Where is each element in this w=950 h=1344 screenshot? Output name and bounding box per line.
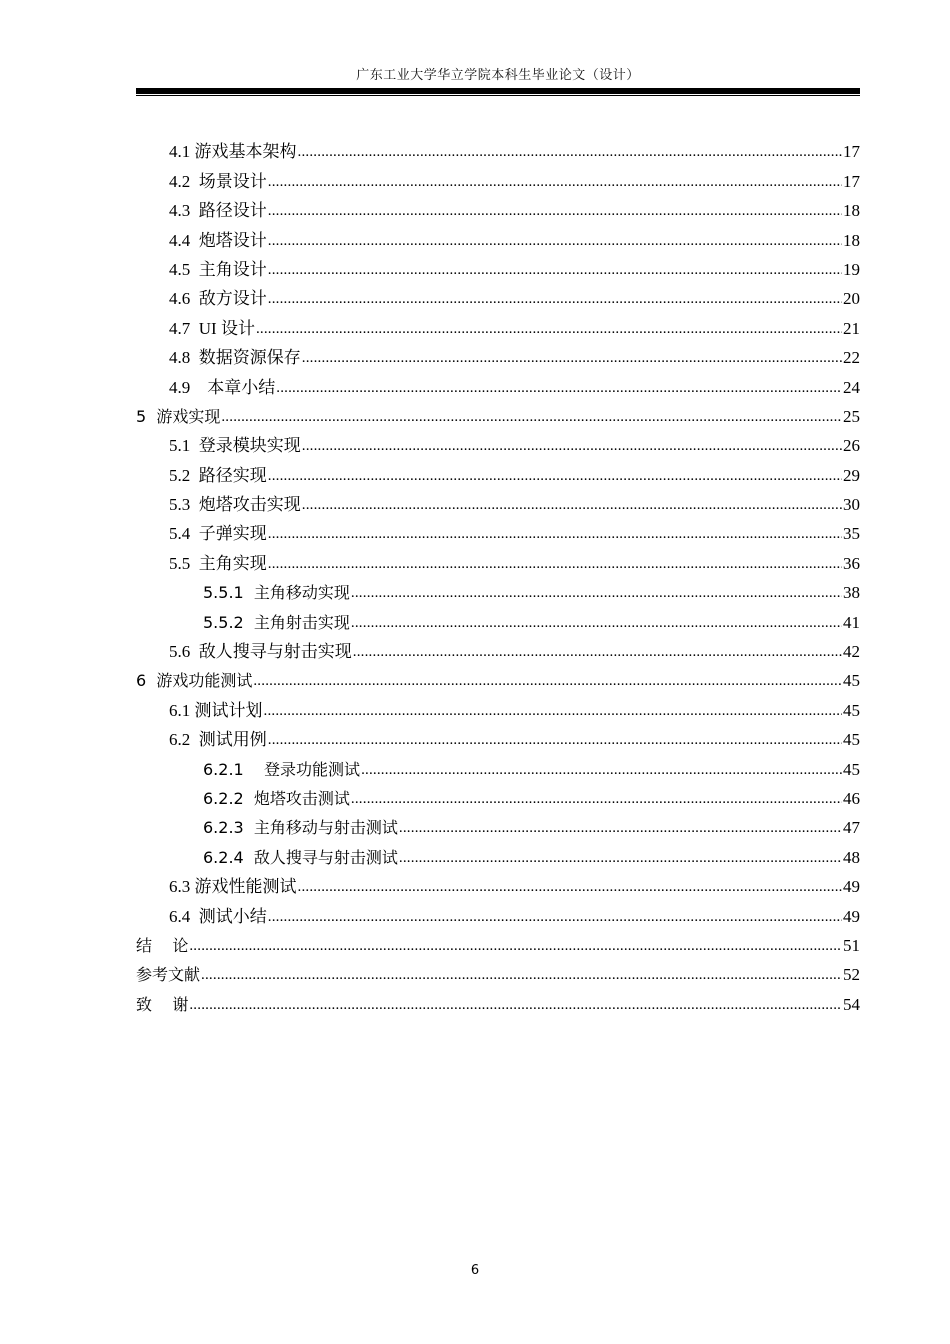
- toc-dot-leader: [189, 932, 842, 959]
- toc-entry-page: 49: [842, 874, 860, 900]
- toc-entry-label: 4.1 游戏基本架构: [169, 139, 298, 165]
- toc-dot-leader: [298, 138, 843, 165]
- toc-dot-leader: [268, 462, 842, 489]
- toc-entry[interactable]: [136, 930, 860, 959]
- toc-entry[interactable]: [136, 900, 860, 929]
- toc-entry[interactable]: [136, 224, 860, 253]
- toc-dot-leader: [351, 785, 842, 812]
- toc-entry-page: 17: [842, 169, 860, 195]
- toc-entry[interactable]: [136, 871, 860, 900]
- toc-entry[interactable]: [136, 959, 860, 988]
- toc-entry-page: 20: [842, 286, 860, 312]
- toc-entry[interactable]: [136, 342, 860, 371]
- toc-entry-page: 42: [842, 639, 860, 665]
- page-header-title: 广东工业大学华立学院本科生毕业论文（设计）: [356, 67, 640, 82]
- toc-entry-label: 5.5 主角实现: [169, 551, 268, 577]
- toc-entry[interactable]: [136, 136, 860, 165]
- toc-entry-label: 6.4 测试小结: [169, 904, 268, 930]
- header-rule: [136, 88, 860, 94]
- toc-entry-label: 5.5.2 主角射击实现: [203, 610, 351, 636]
- toc-entry-page: 46: [842, 786, 860, 812]
- toc-entry-page: 51: [842, 933, 860, 959]
- toc-dot-leader: [268, 285, 842, 312]
- toc-entry-label: 4.2 场景设计: [169, 169, 268, 195]
- toc-dot-leader: [253, 667, 842, 694]
- toc-entry[interactable]: [136, 489, 860, 518]
- toc-entry-page: 48: [842, 845, 860, 871]
- toc-entry-label: 5.2 路径实现: [169, 463, 268, 489]
- toc-entry-page: 21: [842, 316, 860, 342]
- toc-dot-leader: [268, 903, 842, 930]
- toc-entry-label: 5.4 子弹实现: [169, 521, 268, 547]
- toc-entry-label: 6.3 游戏性能测试: [169, 874, 298, 900]
- toc-dot-leader: [268, 168, 842, 195]
- toc-entry-page: 29: [842, 463, 860, 489]
- toc-entry-label: 4.9 本章小结: [169, 375, 276, 401]
- toc-entry-page: 36: [842, 551, 860, 577]
- toc-entry[interactable]: [136, 312, 860, 341]
- toc-entry-page: 45: [842, 757, 860, 783]
- toc-dot-leader: [276, 374, 842, 401]
- toc-entry[interactable]: [136, 195, 860, 224]
- toc-entry[interactable]: [136, 577, 860, 606]
- toc-dot-leader: [268, 520, 842, 547]
- toc-entry[interactable]: [136, 606, 860, 635]
- toc-entry-page: 54: [842, 992, 860, 1018]
- toc-entry-page: 22: [842, 345, 860, 371]
- toc-entry-label: 5.3 炮塔攻击实现: [169, 492, 302, 518]
- toc-entry-label: 4.3 路径设计: [169, 198, 268, 224]
- toc-dot-leader: [221, 403, 842, 430]
- toc-dot-leader: [256, 315, 842, 342]
- toc-entry[interactable]: [136, 283, 860, 312]
- toc-entry-label: 6.2.1 登录功能测试: [203, 757, 361, 783]
- toc-dot-leader: [264, 697, 843, 724]
- toc-entry-page: 18: [842, 228, 860, 254]
- toc-dot-leader: [302, 344, 842, 371]
- toc-entry-page: 30: [842, 492, 860, 518]
- toc-dot-leader: [351, 609, 842, 636]
- toc-dot-leader: [353, 638, 842, 665]
- toc-dot-leader: [399, 814, 842, 841]
- toc-entry[interactable]: [136, 165, 860, 194]
- toc-entry[interactable]: [136, 753, 860, 782]
- toc-entry-label: 5 游戏实现: [136, 404, 221, 430]
- toc-entry-label: 6 游戏功能测试: [136, 668, 253, 694]
- toc-entry-page: 45: [842, 727, 860, 753]
- toc-entry-label: 4.5 主角设计: [169, 257, 268, 283]
- toc-dot-leader: [201, 961, 842, 988]
- toc-entry-label: 6.1 测试计划: [169, 698, 264, 724]
- toc-entry[interactable]: [136, 371, 860, 400]
- toc-entry[interactable]: [136, 812, 860, 841]
- toc-entry[interactable]: [136, 665, 860, 694]
- toc-entry[interactable]: [136, 401, 860, 430]
- toc-entry-page: 41: [842, 610, 860, 636]
- table-of-contents: [136, 136, 860, 1018]
- toc-entry-page: 38: [842, 580, 860, 606]
- toc-entry[interactable]: [136, 988, 860, 1017]
- toc-entry[interactable]: [136, 430, 860, 459]
- toc-entry[interactable]: [136, 841, 860, 870]
- toc-entry-page: 19: [842, 257, 860, 283]
- toc-entry[interactable]: [136, 547, 860, 576]
- toc-entry-page: 17: [842, 139, 860, 165]
- toc-entry-page: 26: [842, 433, 860, 459]
- toc-entry-label: 6.2 测试用例: [169, 727, 268, 753]
- toc-entry-label: 4.8 数据资源保存: [169, 345, 302, 371]
- toc-entry-page: 24: [842, 375, 860, 401]
- toc-dot-leader: [361, 756, 842, 783]
- toc-dot-leader: [268, 550, 842, 577]
- toc-entry-label: 5.5.1 主角移动实现: [203, 580, 351, 606]
- toc-dot-leader: [302, 432, 842, 459]
- toc-entry-page: 49: [842, 904, 860, 930]
- toc-entry[interactable]: [136, 459, 860, 488]
- toc-entry[interactable]: [136, 783, 860, 812]
- toc-dot-leader: [351, 579, 842, 606]
- toc-entry-label: 4.6 敌方设计: [169, 286, 268, 312]
- toc-dot-leader: [399, 844, 842, 871]
- toc-dot-leader: [189, 991, 842, 1018]
- toc-dot-leader: [268, 227, 842, 254]
- toc-dot-leader: [268, 256, 842, 283]
- toc-entry-page: 35: [842, 521, 860, 547]
- toc-entry[interactable]: [136, 724, 860, 753]
- toc-entry-label: 参考文献: [136, 962, 201, 988]
- toc-entry-page: 18: [842, 198, 860, 224]
- toc-dot-leader: [302, 491, 842, 518]
- toc-entry-page: 47: [842, 815, 860, 841]
- toc-entry-label: 5.1 登录模块实现: [169, 433, 302, 459]
- toc-entry-label: 5.6 敌人搜寻与射击实现: [169, 639, 353, 665]
- toc-dot-leader: [268, 726, 842, 753]
- toc-dot-leader: [268, 197, 842, 224]
- toc-entry[interactable]: [136, 254, 860, 283]
- toc-entry-page: 45: [842, 668, 860, 694]
- toc-entry-label: 4.7 UI 设计: [169, 316, 256, 342]
- toc-entry-label: 结 论: [136, 933, 189, 959]
- toc-entry-label: 6.2.2 炮塔攻击测试: [203, 786, 351, 812]
- toc-entry-page: 25: [842, 404, 860, 430]
- toc-entry-page: 45: [842, 698, 860, 724]
- toc-dot-leader: [298, 873, 843, 900]
- toc-entry-page: 52: [842, 962, 860, 988]
- toc-entry[interactable]: [136, 694, 860, 723]
- toc-entry[interactable]: [136, 518, 860, 547]
- toc-entry-label: 6.2.4 敌人搜寻与射击测试: [203, 845, 399, 871]
- toc-entry-label: 4.4 炮塔设计: [169, 228, 268, 254]
- toc-entry-label: 6.2.3 主角移动与射击测试: [203, 815, 399, 841]
- page-number: 6: [470, 1263, 480, 1278]
- toc-entry[interactable]: [136, 636, 860, 665]
- toc-entry-label: 致 谢: [136, 992, 189, 1018]
